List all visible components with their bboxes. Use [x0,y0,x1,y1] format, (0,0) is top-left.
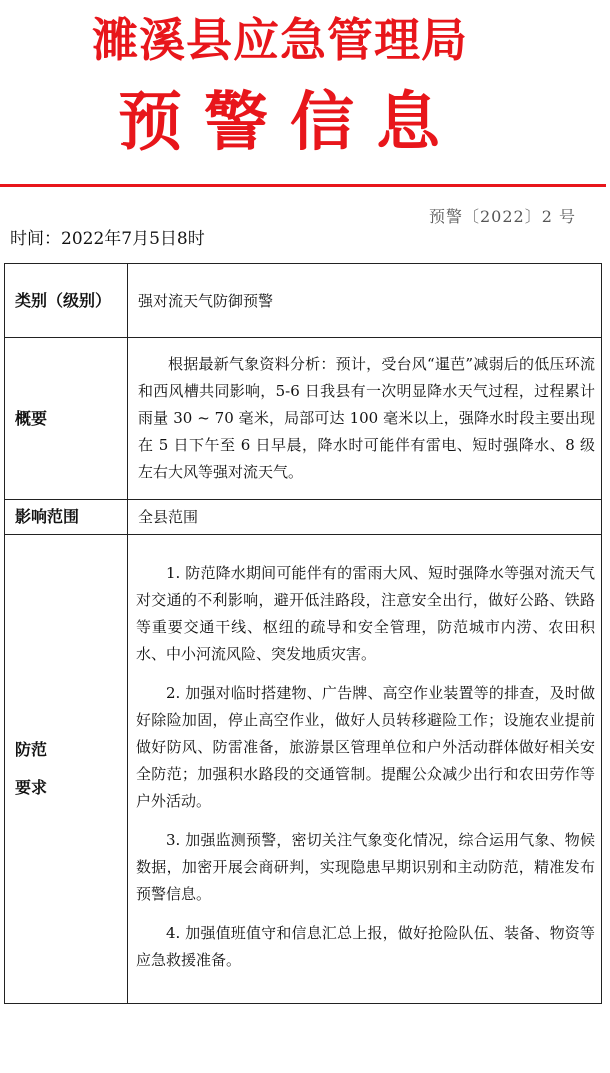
requirements-content [128,535,602,1004]
row-requirements [5,535,602,1004]
agency-title: 濉溪县应急管理局 [92,13,468,67]
requirements-label-line2: 要求 [15,778,48,797]
requirement-item-1: 1. 防范降水期间可能伴有的雷雨大风、短时强降水等强对流天气对交通的不利影响，避开低洼路段，注意安全出行，做好公路、铁路等重要交通干线、枢纽的疏导和安全管理，防范城市内涝、农田积水、中小河流风险、突发地质灾害。 [136,564,595,663]
overview-label: 概要 [5,338,128,500]
header-divider [0,184,606,187]
row-category [5,264,602,338]
requirements-label-line1: 防范 [15,740,48,759]
issue-time: 时间：2022年7月5日8时 [10,229,205,249]
category-label: 类别（级别） [5,264,128,338]
scope-value: 全县范围 [128,500,602,535]
warning-table [4,263,602,1004]
scope-label: 影响范围 [5,500,128,535]
requirement-item-3: 3. 加强监测预警，密切关注气象变化情况，综合运用气象、物候数据，加密开展会商研判，实现隐患早期识别和主动防范，精准发布预警信息。 [136,831,595,903]
document-number: 预警〔2022〕2 号 [429,207,576,226]
document-title: 预警信息 [118,85,462,160]
row-scope [5,500,602,535]
requirements-label [5,535,128,1004]
category-value: 强对流天气防御预警 [128,264,602,338]
row-overview [5,338,602,500]
requirement-item-4: 4. 加强值班值守和信息汇总上报，做好抢险队伍、装备、物资等应急救援准备。 [136,924,595,969]
requirement-item-2: 2. 加强对临时搭建物、广告牌、高空作业装置等的排查，及时做好除险加固，停止高空作业，做好人员转移避险工作；设施农业提前做好防风、防雷准备，旅游景区管理单位和户外活动群体做好相关安全防范；加强积水路段的交通管制。提醒公众减少出行和农田劳作等户外活动。 [136,684,595,810]
overview-text: 根据最新气象资料分析：预计，受台风“暹芭”减弱后的低压环流和西风槽共同影响，5-6 日我县有一次明显降水天气过程，过程累计雨量 30 ~ 70 毫米，局部可达 100 毫米以上，强降水时段主要出现在 5 日下午至 6 日早晨，降水时可能伴有雷电、短时强降水、8 级左右大风等强对流天气。 [138,354,595,481]
